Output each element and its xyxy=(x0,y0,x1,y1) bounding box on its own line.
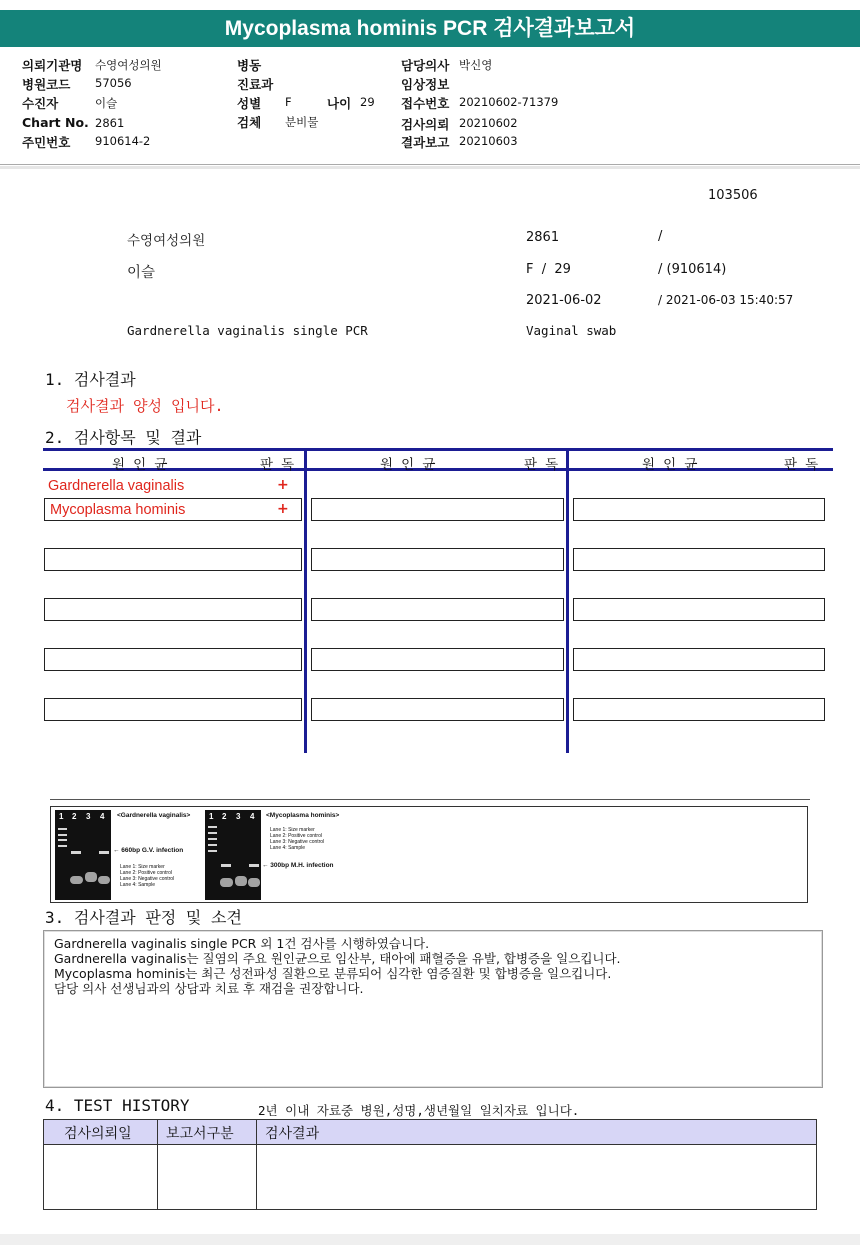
gel-lane-number: 2 xyxy=(222,812,227,821)
col-judgement-3: 판 독 xyxy=(784,457,819,473)
gel-band xyxy=(70,876,83,884)
judgement-mycoplasma: + xyxy=(277,501,289,517)
result-cell xyxy=(44,598,302,621)
summary-request-date: 2021-06-02 xyxy=(526,293,602,308)
gel-image-gardnerella xyxy=(55,810,111,900)
gel-lane-number: 2 xyxy=(72,812,77,821)
patient-value: 이슬 xyxy=(95,96,118,110)
result-cell xyxy=(311,698,564,721)
gel-right-title: <Mycoplasma hominis> xyxy=(266,812,340,819)
judgement-gardnerella: + xyxy=(277,477,289,493)
report-number: 103506 xyxy=(708,188,758,203)
result-cell xyxy=(311,498,564,521)
gel-right-legend: Lane 1: Size marker Lane 2: Positive control Lane 3: Negative control Lane 4: Sample xyxy=(270,827,325,851)
result-cell xyxy=(573,498,825,521)
result-cell xyxy=(311,648,564,671)
opinion-line: Mycoplasma hominis는 최근 성전파성 질환으로 분류되어 심각한 염증질환 및 합병증을 일으킵니다. xyxy=(54,966,612,981)
resident-no-label: 주민번호 xyxy=(22,135,71,150)
summary-institution: 수영여성의원 xyxy=(127,233,206,249)
col-judgement-2: 판 독 xyxy=(524,457,559,473)
opinion-line: Gardnerella vaginalis single PCR 외 1건 검사를 시행하였습니다. xyxy=(54,936,430,951)
col-organism-2: 원 인 균 xyxy=(380,457,436,473)
summary-specimen: Vaginal swab xyxy=(526,323,617,338)
result-cell xyxy=(311,598,564,621)
col-organism-1: 원 인 균 xyxy=(112,457,168,473)
gel-band xyxy=(249,864,259,867)
resident-no-value: 910614-2 xyxy=(95,134,151,148)
sex-label: 성별 xyxy=(237,96,262,111)
results-table-divider-1 xyxy=(304,448,307,753)
gel-band xyxy=(221,864,231,867)
gel-lane-number: 1 xyxy=(59,812,64,821)
page-footer-bar xyxy=(0,1234,860,1245)
organism-mycoplasma: Mycoplasma hominis xyxy=(50,502,186,518)
gel-band xyxy=(58,834,67,836)
gel-band xyxy=(71,851,81,854)
gel-band xyxy=(99,851,109,854)
gel-right-band-label: ← 300bp M.H. infection xyxy=(262,862,334,869)
section3-title: 3. 검사결과 판정 및 소견 xyxy=(45,908,242,927)
gel-band xyxy=(248,878,260,887)
results-table-top-border xyxy=(43,448,833,451)
header-divider xyxy=(0,164,860,165)
summary-test-name: Gardnerella vaginalis single PCR xyxy=(127,323,368,338)
result-report-label: 결과보고 xyxy=(401,135,450,150)
chart-no-label: Chart No. xyxy=(22,115,89,130)
age-label: 나이 xyxy=(327,96,352,111)
gel-band xyxy=(208,832,217,834)
gel-band xyxy=(58,845,67,847)
specimen-label: 검체 xyxy=(237,115,262,130)
gel-band xyxy=(58,828,67,830)
sex-value: F xyxy=(285,95,292,109)
specimen-value: 분비물 xyxy=(285,115,319,129)
opinion-box xyxy=(43,930,823,1088)
result-cell xyxy=(573,698,825,721)
doctor-value: 박신영 xyxy=(459,58,493,72)
history-col-result: 검사결과 xyxy=(265,1126,320,1142)
header-info xyxy=(0,54,860,164)
ward-label: 병동 xyxy=(237,58,262,73)
report-title: Mycoplasma hominis PCR 검사결과보고서 xyxy=(0,10,860,47)
request-label: 검사의뢰 xyxy=(401,117,450,132)
institution-value: 수영여성의원 xyxy=(95,58,162,72)
gel-left-legend: Lane 1: Size marker Lane 2: Positive control Lane 3: Negative control Lane 4: Sample xyxy=(120,864,175,888)
summary-patient: 이슬 xyxy=(127,265,156,281)
gel-image-panel xyxy=(50,806,808,903)
history-col-type: 보고서구분 xyxy=(166,1126,234,1142)
history-table-header xyxy=(44,1120,816,1145)
gel-lane-number: 4 xyxy=(250,812,255,821)
gel-band xyxy=(220,878,233,887)
clinical-label: 임상정보 xyxy=(401,77,450,92)
section1-title: 1. 검사결과 xyxy=(45,370,136,389)
result-cell xyxy=(573,648,825,671)
gel-band xyxy=(235,876,247,886)
result-cell xyxy=(573,598,825,621)
gel-band xyxy=(85,872,97,882)
receipt-label: 접수번호 xyxy=(401,96,450,111)
results-table-divider-2 xyxy=(566,448,569,753)
gel-left-band-label: ← 660bp G.V. infection xyxy=(113,847,184,854)
history-col-divider xyxy=(157,1120,158,1209)
result-report-value: 20210603 xyxy=(459,134,518,148)
result-positive-text: 검사결과 양성 입니다. xyxy=(66,397,224,415)
opinion-line: Gardnerella vaginalis는 질염의 주요 원인균으로 임산부, 태아에 패혈증을 유발, 합병증을 일으킵니다. xyxy=(54,951,621,966)
hospital-code-label: 병원코드 xyxy=(22,77,71,92)
hospital-code-value: 57056 xyxy=(95,76,132,90)
gel-band xyxy=(208,826,217,828)
gel-lane-number: 1 xyxy=(209,812,214,821)
gel-band xyxy=(98,876,110,884)
gel-lane-number: 3 xyxy=(86,812,91,821)
summary-slash: / xyxy=(658,229,663,244)
gel-band xyxy=(58,839,67,841)
organism-gardnerella: Gardnerella vaginalis xyxy=(48,478,185,494)
gel-left-title: <Gardnerella vaginalis> xyxy=(117,812,191,819)
receipt-value: 20210602-71379 xyxy=(459,95,559,109)
result-cell xyxy=(573,548,825,571)
summary-birth: / (910614) xyxy=(658,262,727,277)
gel-band xyxy=(208,850,217,852)
history-col-date: 검사의뢰일 xyxy=(64,1126,132,1142)
section2-title: 2. 검사항목 및 결과 xyxy=(45,428,202,447)
gel-top-rule xyxy=(50,799,810,800)
history-col-divider xyxy=(256,1120,257,1209)
summary-report-datetime: / 2021-06-03 15:40:57 xyxy=(658,293,794,307)
request-value: 20210602 xyxy=(459,116,518,130)
gel-lane-number: 3 xyxy=(236,812,241,821)
gel-lane-number: 4 xyxy=(100,812,105,821)
result-cell xyxy=(311,548,564,571)
doctor-label: 담당의사 xyxy=(401,58,450,73)
result-cell xyxy=(44,648,302,671)
col-organism-3: 원 인 균 xyxy=(642,457,698,473)
institution-label: 의뢰기관명 xyxy=(22,58,83,73)
gel-band xyxy=(208,844,217,846)
chart-no-value: 2861 xyxy=(95,116,125,130)
history-table xyxy=(43,1119,817,1210)
history-note: 2년 이내 자료중 병원,성명,생년월일 일치자료 입니다. xyxy=(258,1103,580,1118)
col-judgement-1: 판 독 xyxy=(260,457,295,473)
opinion-line: 담당 의사 선생님과의 상담과 치료 후 재검을 권장합니다. xyxy=(54,981,364,996)
result-cell xyxy=(44,548,302,571)
result-cell xyxy=(44,698,302,721)
dept-label: 진료과 xyxy=(237,77,274,92)
gel-image-mycoplasma xyxy=(205,810,261,900)
patient-label: 수진자 xyxy=(22,96,59,111)
age-value: 29 xyxy=(360,95,375,109)
gel-band xyxy=(208,838,217,840)
summary-sex-age: F / 29 xyxy=(526,262,571,277)
section4-title: 4. TEST HISTORY xyxy=(45,1096,190,1115)
header-divider-shadow xyxy=(0,166,860,169)
summary-chart-no: 2861 xyxy=(526,230,560,245)
